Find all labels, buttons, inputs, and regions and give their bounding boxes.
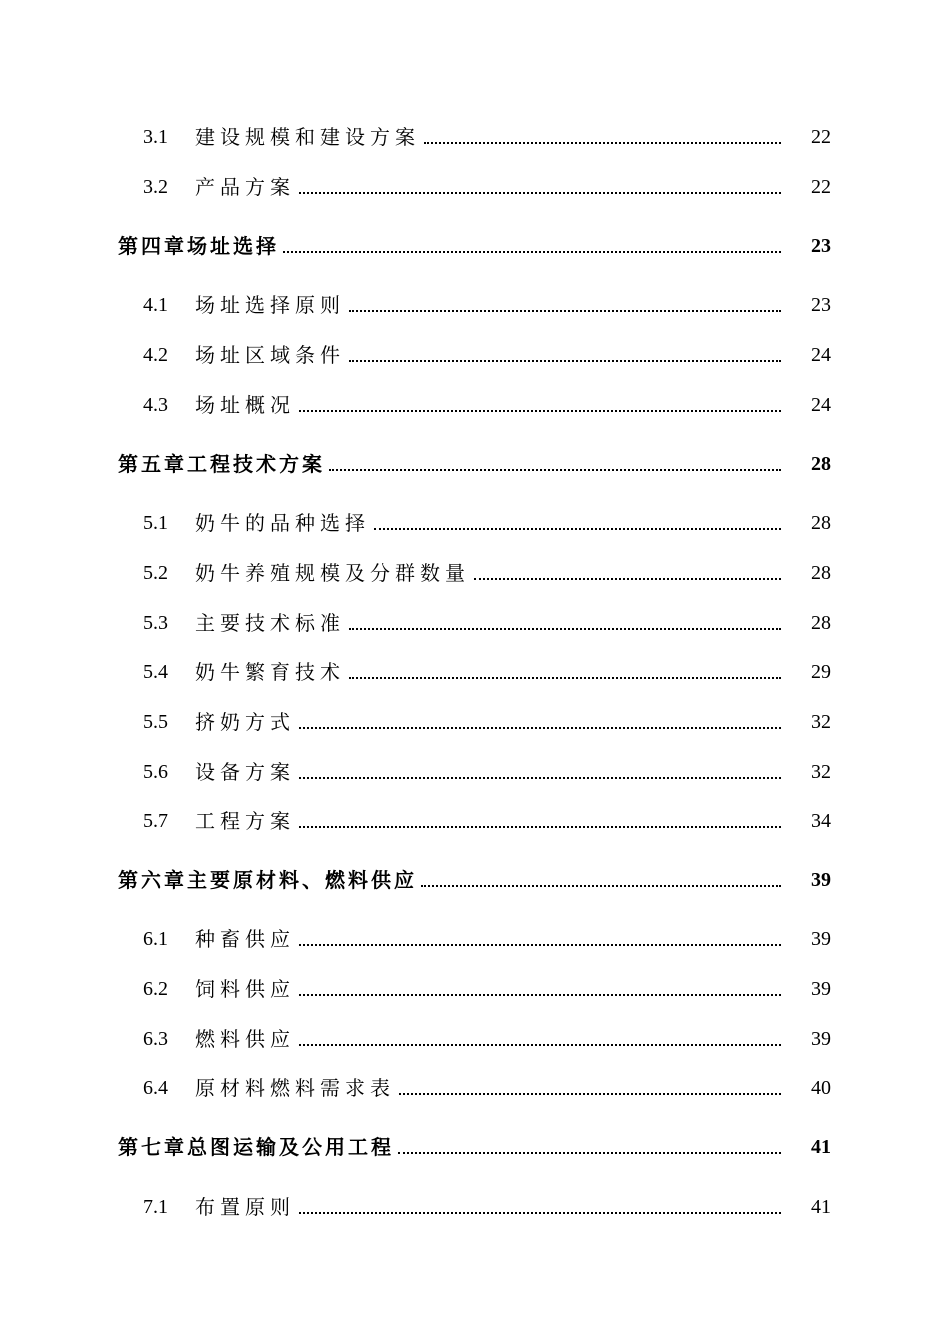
toc-section-number: 4.1 [143,294,168,316]
dot-leader [424,140,781,144]
toc-entry-title: 产品方案 [195,175,295,199]
toc-page-number: 23 [811,235,831,257]
toc-section-entry[interactable] [143,657,831,687]
toc-section-entry[interactable] [143,1073,831,1103]
toc-page-number: 39 [811,1028,831,1050]
toc-page-number: 41 [811,1196,831,1218]
toc-page-number: 29 [811,661,831,683]
toc-section-entry[interactable] [143,707,831,737]
toc-section-entry[interactable] [143,806,831,836]
dot-leader [421,883,781,887]
toc-section-entry[interactable] [143,558,831,588]
toc-section-entry[interactable] [143,608,831,638]
toc-section-entry[interactable] [143,172,831,202]
toc-section-number: 6.3 [143,1028,168,1050]
toc-entry-title: 场址概况 [195,393,295,417]
toc-section-entry[interactable] [143,390,831,420]
toc-page-number: 34 [811,810,831,832]
toc-section-number: 4.2 [143,344,168,366]
toc-entry-title: 第六章主要原材料、燃料供应 [118,868,417,892]
toc-entry-title: 建设规模和建设方案 [195,125,420,149]
toc-entry-title: 种畜供应 [195,927,295,951]
toc-chapter-entry[interactable] [118,1132,831,1162]
toc-section-number: 3.1 [143,126,168,148]
dot-leader [299,942,781,946]
toc-section-number: 5.7 [143,810,168,832]
toc-section-number: 3.2 [143,176,168,198]
toc-page-number: 32 [811,761,831,783]
toc-entry-title: 饲料供应 [195,977,295,1001]
toc-section-number: 6.2 [143,978,168,1000]
toc-entry-title: 第四章场址选择 [118,234,279,258]
toc-section-entry[interactable] [143,1192,831,1222]
dot-leader [399,1091,781,1095]
toc-section-entry[interactable] [143,1024,831,1054]
toc-entry-title: 设备方案 [195,760,295,784]
toc-entry-title: 第五章工程技术方案 [118,452,325,476]
toc-entry-title: 奶牛养殖规模及分群数量 [195,561,470,585]
toc-section-number: 6.1 [143,928,168,950]
toc-section-number: 7.1 [143,1196,168,1218]
toc-section-number: 5.1 [143,512,168,534]
toc-section-entry[interactable] [143,924,831,954]
toc-section-number: 4.3 [143,394,168,416]
dot-leader [349,626,781,630]
toc-section-entry[interactable] [143,508,831,538]
toc-entry-title: 场址选择原则 [195,293,345,317]
toc-page-number: 28 [811,612,831,634]
toc-entry-title: 主要技术标准 [195,611,345,635]
toc-page-number: 32 [811,711,831,733]
toc-page-number: 22 [811,176,831,198]
toc-section-number: 5.6 [143,761,168,783]
toc-entry-title: 挤奶方式 [195,710,295,734]
toc-entry-title: 奶牛的品种选择 [195,511,370,535]
dot-leader [299,775,781,779]
toc-page-number: 24 [811,394,831,416]
toc-entry-title: 场址区域条件 [195,343,345,367]
toc-entry-title: 工程方案 [195,809,295,833]
toc-chapter-entry[interactable] [118,449,831,479]
toc-page-number: 23 [811,294,831,316]
toc-section-entry[interactable] [143,290,831,320]
toc-section-entry[interactable] [143,122,831,152]
toc-page-number: 28 [811,562,831,584]
toc-entry-title: 奶牛繁育技术 [195,660,345,684]
toc-page-number: 22 [811,126,831,148]
toc-page-number: 40 [811,1077,831,1099]
toc-section-number: 6.4 [143,1077,168,1099]
toc-section-entry[interactable] [143,974,831,1004]
dot-leader [299,1210,781,1214]
dot-leader [474,576,781,580]
dot-leader [374,526,781,530]
toc-entry-title: 第七章总图运输及公用工程 [118,1135,394,1159]
dot-leader [283,249,781,253]
dot-leader [349,358,781,362]
toc-page-number: 39 [811,928,831,950]
dot-leader [299,408,781,412]
dot-leader [349,675,781,679]
toc-chapter-entry[interactable] [118,231,831,261]
toc-page-number: 39 [811,978,831,1000]
dot-leader [299,1042,781,1046]
toc-page-number: 39 [811,869,831,891]
toc-entry-title: 原材料燃料需求表 [195,1076,395,1100]
toc-section-number: 5.5 [143,711,168,733]
toc-section-number: 5.2 [143,562,168,584]
toc-section-number: 5.4 [143,661,168,683]
toc-entry-title: 燃料供应 [195,1027,295,1051]
dot-leader [299,992,781,996]
toc-page-number: 28 [811,453,831,475]
toc-entry-title: 布置原则 [195,1195,295,1219]
dot-leader [299,824,781,828]
toc-section-number: 5.3 [143,612,168,634]
dot-leader [299,725,781,729]
toc-section-entry[interactable] [143,340,831,370]
dot-leader [398,1150,781,1154]
toc-page-number: 28 [811,512,831,534]
toc-section-entry[interactable] [143,757,831,787]
dot-leader [329,467,781,471]
toc-page-number: 41 [811,1136,831,1158]
toc-chapter-entry[interactable] [118,865,831,895]
dot-leader [349,308,781,312]
dot-leader [299,190,781,194]
toc-page-number: 24 [811,344,831,366]
